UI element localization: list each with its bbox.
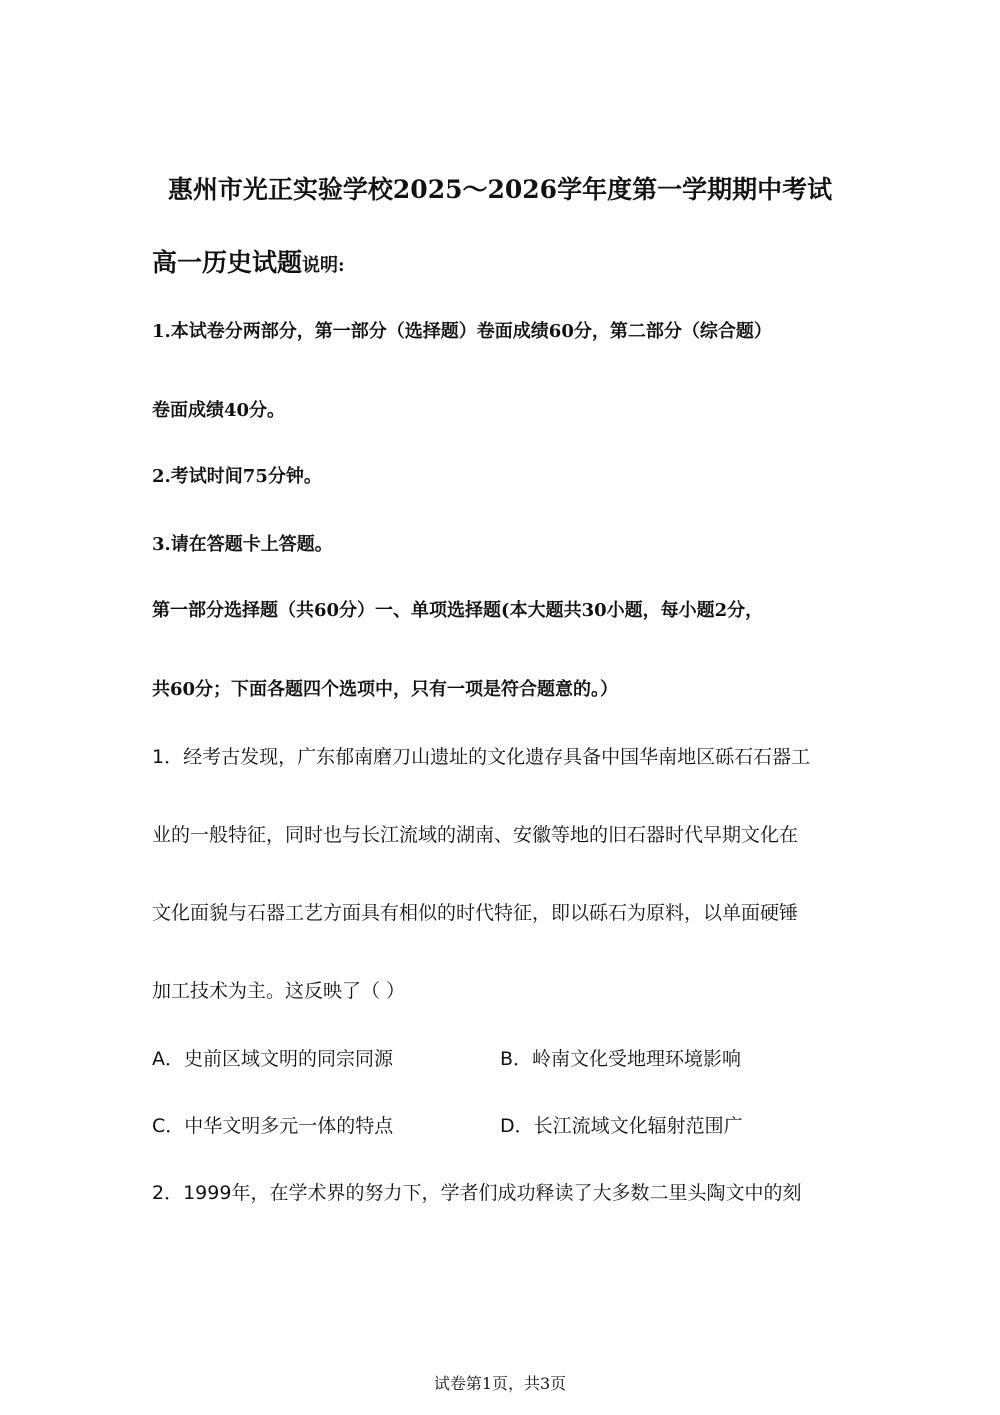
question-1-line-4: 加工技术为主。这反映了（ ） [152,980,406,1002]
exam-title: 惠州市光正实验学校2025～2026学年度第一学期期中考试 [167,175,833,204]
instruction-3: 3.请在答题卡上答题。 [152,534,333,555]
option-b: B．岭南文化受地理环境影响 [500,1048,742,1070]
instruction-1-cont: 卷面成绩40分。 [152,400,286,421]
option-c: C．中华文明多元一体的特点 [152,1115,394,1137]
page-footer: 试卷第1页，共3页 [433,1374,567,1393]
exam-subject: 高一历史试题 [152,248,303,277]
instruction-2: 2.考试时间75分钟。 [152,466,322,487]
section-heading: 第一部分选择题（共60分）一、单项选择题(本大题共30小题，每小题2分， [152,600,764,621]
question-1-line-2: 业的一般特征，同时也与长江流域的湖南、安徽等地的旧石器时代早期文化在 [152,824,799,846]
question-2-line-1: 2．1999年，在学术界的努力下，学者们成功释读了大多数二里头陶文中的刻 [152,1182,802,1204]
instruction-1: 1.本试卷分两部分，第一部分（选择题）卷面成绩60分，第二部分（综合题） [152,321,772,342]
question-1-line-3: 文化面貌与石器工艺方面具有相似的时代特征，即以砾石为原料，以单面硬锤 [152,902,799,924]
option-d: D．长江流域文化辐射范围广 [500,1115,743,1137]
option-a: A．史前区域文明的同宗同源 [152,1048,393,1070]
subtitle-row [152,243,345,279]
note-label: 说明: [302,255,345,276]
section-heading-cont: 共60分；下面各题四个选项中，只有一项是符合题意的。） [152,679,619,700]
question-1-line-1: 1．经考古发现，广东郁南磨刀山遗址的文化遗存具备中国华南地区砾石石器工 [152,746,811,768]
